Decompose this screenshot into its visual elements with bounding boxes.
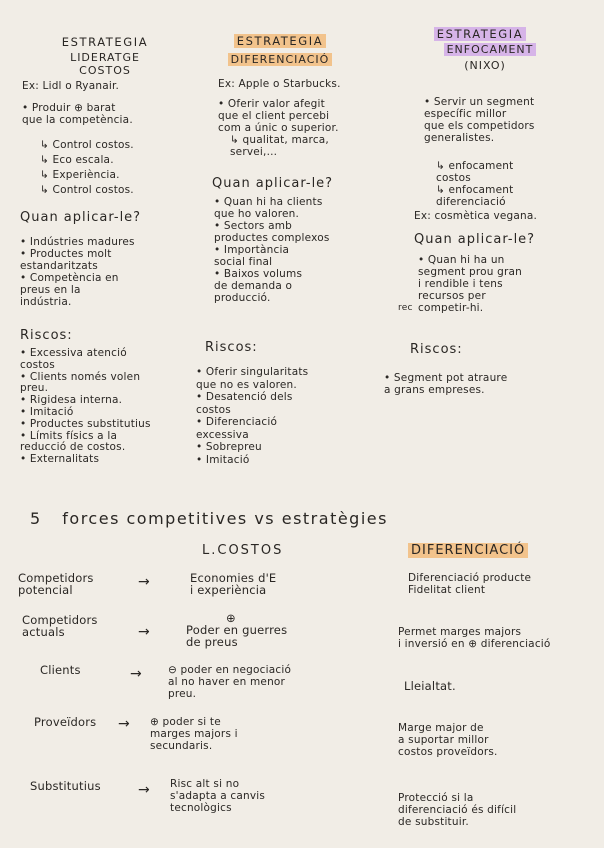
col2-intro-line: com a únic o superior. <box>218 122 339 134</box>
dif-cell-line: Lleialtat. <box>404 679 456 693</box>
force-label-line: potencial <box>18 583 73 597</box>
col1-intro <box>22 102 133 126</box>
force-label-line: Competidors <box>22 613 98 627</box>
col3-risk-item: • Segment pot atraure <box>384 372 508 384</box>
five-col-dif-wrap <box>408 545 528 557</box>
dif-cell <box>408 572 531 596</box>
col1-when-item: • Competència en <box>20 272 119 284</box>
col3-when-item: competir-hi. <box>418 302 484 314</box>
force-label-line: Substitutius <box>30 779 101 793</box>
dif-cell <box>404 680 456 692</box>
col2-when-item: productes complexos <box>214 232 330 244</box>
costos-cell-line: al no haver en menor <box>168 676 286 688</box>
costos-cell-line: ⊕ poder si te <box>150 716 221 728</box>
col2-title: ESTRATEGIA <box>234 34 327 48</box>
col1-risk-item: • Excessiva atenció <box>20 347 127 359</box>
force-label-line: Proveïdors <box>34 715 97 729</box>
dif-cell-line: Diferenciació producte <box>408 572 532 584</box>
five-col-dif: DIFERENCIACIÓ <box>408 543 528 558</box>
col3-when-item: i rendible i tens <box>418 278 503 290</box>
arrow-right-icon: → <box>138 574 150 590</box>
costos-cell-line: i experiència <box>190 583 267 597</box>
col2-when-item: • Sectors amb <box>214 220 293 232</box>
col1-risks-title: Riscos: <box>20 328 73 343</box>
col2-risk-item: costos <box>196 403 231 416</box>
dif-cell-line: Fidelitat client <box>408 584 486 596</box>
col3-risks-title: Riscos: <box>410 342 463 357</box>
five-forces-title-text: forces competitives vs estratègies <box>62 509 388 528</box>
col3-when-item: recursos per <box>418 290 486 302</box>
col3-sub-item: ↳ enfocament <box>436 184 514 196</box>
col2-when-item: • Baixos volums <box>214 268 303 280</box>
col2-risk-item: • Oferir singularitats <box>196 366 309 378</box>
dif-cell-line: Protecció si la <box>398 792 474 804</box>
col2-risk-item: • Sobrepreu <box>196 441 262 453</box>
col1-subtitle-b: COSTOS <box>79 64 131 77</box>
arrow-right-icon: → <box>138 782 150 798</box>
col1-risk-item: • Límits físics a la <box>20 429 118 442</box>
col2-risk-item: • Imitació <box>196 453 250 466</box>
col3-risk-item: a grans empreses. <box>384 384 485 396</box>
col1-when-list <box>20 236 135 308</box>
force-label-line: Clients <box>40 663 81 677</box>
costos-cell-line: marges majors i <box>150 728 238 740</box>
col1-risk-item: • Clients només volen <box>20 370 141 383</box>
dif-cell <box>398 792 516 828</box>
costos-cell <box>170 778 265 814</box>
dif-cell-line: a suportar millor <box>398 734 489 746</box>
arrow-right-icon: → <box>138 624 150 640</box>
costos-cell-line: s'adapta a canvis <box>170 790 266 802</box>
five-forces-title <box>30 510 388 528</box>
col1-when-item: estandaritzats <box>20 260 98 272</box>
col2-risk-item: excessiva <box>196 428 249 441</box>
col2-when-item: producció. <box>214 292 271 304</box>
dif-cell <box>398 626 551 650</box>
costos-cell-line: Poder en guerres <box>186 623 288 637</box>
col1-title: ESTRATEGIA <box>61 35 149 49</box>
col2-title-wrap <box>225 35 335 47</box>
col3-when-item: • Quan hi ha un <box>418 254 505 266</box>
force-label-line: Competidors <box>18 571 94 585</box>
col2-when-item: • Quan hi ha clients <box>214 196 323 208</box>
col2-when-item: social final <box>214 256 273 268</box>
col1-risks-list <box>20 348 151 466</box>
col1-risk-item: costos <box>20 358 55 371</box>
col3-subtitle-wrap <box>425 44 555 56</box>
costos-cell-line: tecnològics <box>170 802 232 814</box>
dif-cell-line: costos proveïdors. <box>398 746 498 758</box>
col1-intro-line: • Produir ⊕ barat <box>22 102 116 114</box>
col2-subtitle: DIFERENCIACIÓ <box>228 53 333 66</box>
col2-intro-line: • Oferir valor afegit <box>218 98 325 110</box>
force-label <box>18 572 94 596</box>
col3-sub-item: ↳ enfocament <box>436 160 514 172</box>
arrow-right-icon: → <box>130 666 142 682</box>
costos-cell <box>190 572 276 596</box>
col2-example: Ex: Apple o Starbucks. <box>218 78 341 90</box>
col1-sublist <box>40 138 134 198</box>
col1-risk-item: • Rigidesa interna. <box>20 394 123 407</box>
col3-title: ESTRATEGIA <box>434 27 527 41</box>
col1-risk-item: preu. <box>20 382 49 395</box>
col3-sub <box>436 160 513 208</box>
five-forces-number: 5 <box>30 509 42 528</box>
col3-subtitle: ENFOCAMENT <box>444 43 537 56</box>
col1-risk-item: • Productes substitutius <box>20 417 151 430</box>
force-label <box>22 614 98 638</box>
col3-sub-item: diferenciació <box>436 196 506 208</box>
col2-subtitle-wrap <box>220 54 340 66</box>
col1-when-item: preus en la <box>20 284 81 296</box>
costos-cell <box>186 612 287 648</box>
col1-subtitle-a: LIDERATGE <box>70 51 140 64</box>
dif-cell <box>398 722 498 758</box>
col3-intro-line: específic millor <box>424 108 507 120</box>
col2-intro-line: ↳ qualitat, marca, <box>230 134 329 146</box>
dif-cell-line: de substituir. <box>398 816 469 828</box>
col3-when-item: segment prou gran <box>418 266 523 278</box>
costos-cell-line: Economies d'E <box>190 571 277 585</box>
costos-cell-line: ⊕ <box>226 611 236 625</box>
costos-cell <box>150 716 238 752</box>
dif-cell-line: diferenciació és difícil <box>398 804 517 816</box>
col1-risk-item: • Imitació <box>20 405 74 418</box>
col1-sublist-item: ↳ Control costos. <box>40 184 134 196</box>
col2-when-item: • Importància <box>214 244 290 256</box>
col2-risks-list <box>196 366 308 466</box>
dif-cell-line: Permet marges majors <box>398 626 522 638</box>
col1-risk-item: • Externalitats <box>20 453 100 466</box>
five-col-costos: L.COSTOS <box>202 543 284 558</box>
col2-intro <box>218 98 339 158</box>
col3-risks-list <box>384 372 507 396</box>
col3-intro-line: • Servir un segment <box>424 96 535 108</box>
col2-risks-title: Riscos: <box>205 340 258 355</box>
arrow-right-icon: → <box>118 716 130 732</box>
col1-example: Ex: Lidl o Ryanair. <box>22 80 120 92</box>
force-label <box>40 664 81 676</box>
col1-when-item: indústria. <box>20 296 72 308</box>
col2-risk-item: • Diferenciació <box>196 416 278 428</box>
col1-intro-line: que la competència. <box>22 114 133 126</box>
col2-risk-item: • Desatenció dels <box>196 391 293 403</box>
costos-cell-line: Risc alt si no <box>170 778 240 790</box>
col2-intro-line: servei,... <box>230 146 278 158</box>
col2-when-list <box>214 196 330 304</box>
force-label-line: actuals <box>22 625 65 639</box>
col1-risk-item: reducció de costos. <box>20 441 126 454</box>
col3-when-title: Quan aplicar-le? <box>414 232 536 247</box>
col2-intro-line: que el client percebi <box>218 110 330 122</box>
col2-risk-item: que no es valoren. <box>196 378 297 391</box>
col2-when-item: de demanda o <box>214 280 293 292</box>
costos-cell-line: de preus <box>186 635 238 649</box>
col3-subtitle-b: (NIXO) <box>464 59 506 72</box>
col1-when-title: Quan aplicar-le? <box>20 210 142 225</box>
col1-sublist-item: ↳ Experiència. <box>40 169 120 181</box>
col3-intro-line: generalistes. <box>424 132 495 144</box>
dif-cell-line: i inversió en ⊕ diferenciació <box>398 638 551 650</box>
col3-example: Ex: cosmètica vegana. <box>414 210 538 222</box>
col3-intro <box>424 96 535 144</box>
col1-when-item: • Productes molt <box>20 248 112 260</box>
costos-cell <box>168 664 291 700</box>
col1-sublist-item: ↳ Control costos. <box>40 139 134 151</box>
col3-when-aside: rec <box>398 303 413 313</box>
dif-cell-line: Marge major de <box>398 722 484 734</box>
force-label <box>30 780 101 792</box>
force-label <box>34 716 96 728</box>
costos-cell-line: preu. <box>168 688 197 700</box>
col2-when-item: que ho valoren. <box>214 208 300 220</box>
col3-intro-line: que els competidors <box>424 120 535 132</box>
col3-sub-item: costos <box>436 172 471 184</box>
costos-cell-line: ⊖ poder en negociació <box>168 664 292 676</box>
col3-title-wrap <box>425 28 535 40</box>
col1-sublist-item: ↳ Eco escala. <box>40 154 114 166</box>
col2-when-title: Quan aplicar-le? <box>212 176 334 191</box>
costos-cell-line: secundaris. <box>150 740 213 752</box>
col3-when-list <box>418 254 522 314</box>
col1-when-item: • Indústries madures <box>20 236 135 248</box>
